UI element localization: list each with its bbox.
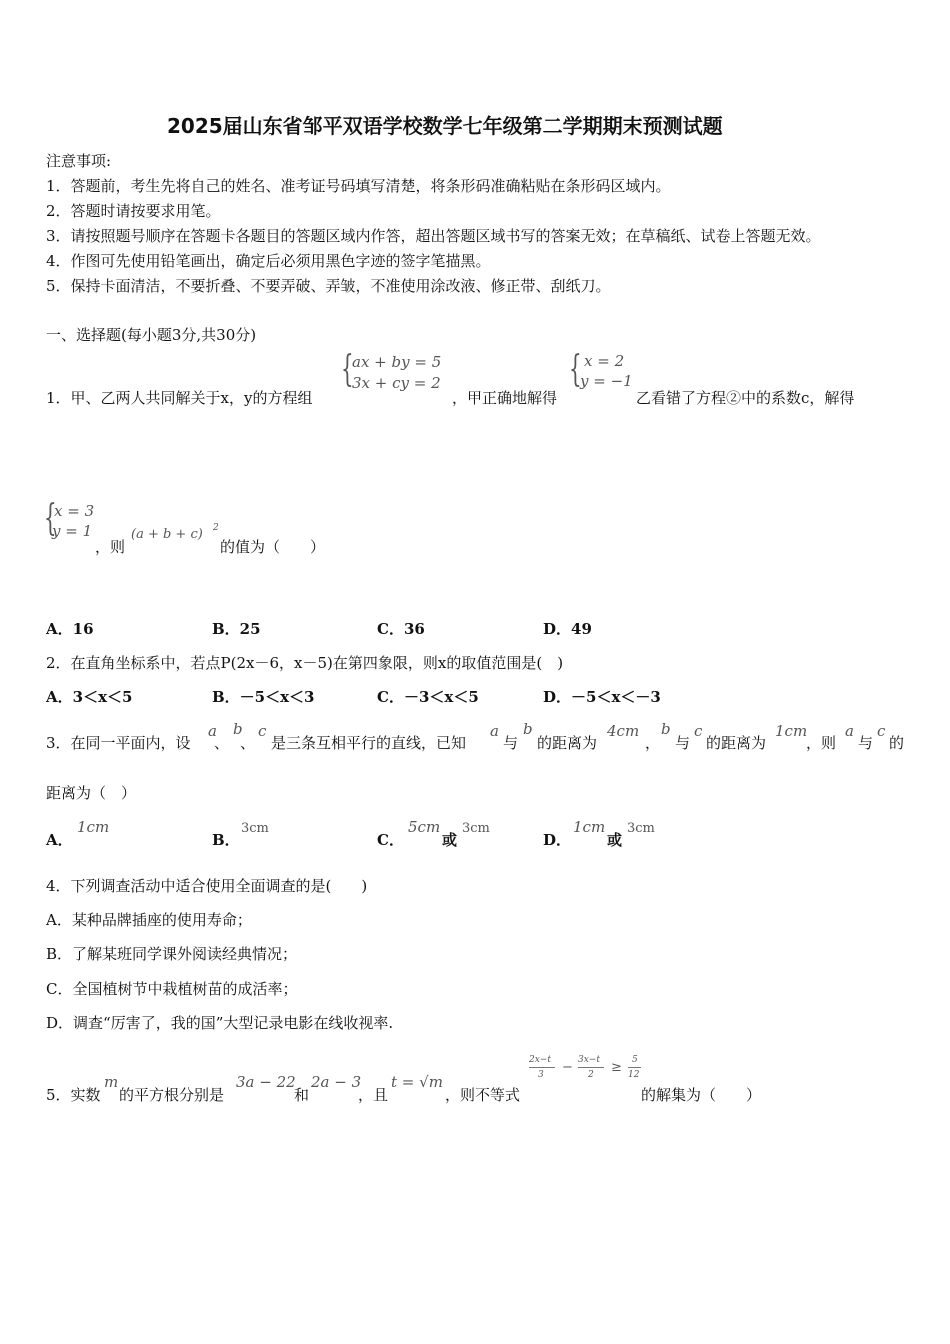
q5-frac1-bar bbox=[529, 1067, 555, 1068]
q4-text: 4．下列调查活动中适合使用全面调查的是( ) bbox=[46, 877, 368, 895]
q3-var-a2: a bbox=[490, 722, 499, 740]
q4-option-c: C．全国植树节中栽植树苗的成活率； bbox=[46, 980, 298, 998]
q1-text-4: ，则 bbox=[95, 538, 126, 556]
notice-item-1: 1．答题前，考生先将自己的姓名、准考证号码填写清楚，将条形码准确粘贴在条形码区域内。 bbox=[46, 177, 671, 195]
q3-var-c2: c bbox=[694, 722, 703, 740]
q1-option-b: B．25 bbox=[212, 620, 261, 638]
q3-distance-1: 4cm bbox=[607, 722, 640, 740]
q5-var-m: m bbox=[104, 1073, 119, 1091]
q3-text-4: 的距离为 bbox=[537, 734, 598, 752]
q3-var-b: b bbox=[233, 720, 243, 738]
q3-option-c-value-1: 5cm bbox=[408, 818, 441, 836]
q1-option-d: D．49 bbox=[543, 620, 592, 638]
q3-text-8: ，则 bbox=[806, 734, 837, 752]
q3-sep-1: 、 bbox=[214, 734, 230, 752]
q3-option-b-label: B． bbox=[212, 831, 240, 849]
q5-expr-3: t = √m bbox=[391, 1073, 443, 1091]
q3-text-6: 与 bbox=[675, 734, 691, 752]
q3-option-c-value-2: 3cm bbox=[462, 821, 490, 836]
q1-option-a: A．16 bbox=[46, 620, 94, 638]
q3-text-7: 的距离为 bbox=[706, 734, 767, 752]
q3-option-c-or: 或 bbox=[442, 831, 458, 849]
q3-text-line-2: 距离为（ ） bbox=[46, 784, 137, 802]
q3-var-b3: b bbox=[661, 720, 671, 738]
q3-text-2: 是三条互相平行的直线，已知 bbox=[271, 734, 467, 752]
q3-text-5: ， bbox=[645, 734, 661, 752]
q5-expr-2: 2a − 3 bbox=[311, 1073, 362, 1091]
q5-frac1-numerator: 2x−t bbox=[529, 1055, 551, 1065]
q3-text-9: 与 bbox=[858, 734, 874, 752]
q1-text-2: ，甲正确地解得 bbox=[452, 389, 558, 407]
q3-option-a-label: A． bbox=[46, 831, 73, 849]
q1-text-1: 1．甲、乙两人共同解关于x，y的方程组 bbox=[46, 389, 313, 407]
q3-text-10: 的 bbox=[889, 734, 905, 752]
q3-option-d-value-2: 3cm bbox=[627, 821, 655, 836]
page-title: 2025届山东省邹平双语学校数学七年级第二学期期末预测试题 bbox=[167, 114, 723, 138]
q1-expression-exponent: 2 bbox=[213, 523, 219, 533]
q3-var-a3: a bbox=[845, 722, 854, 740]
q2-option-b: B．－5＜x＜3 bbox=[212, 688, 315, 706]
q1-solution-brace: { bbox=[569, 349, 582, 390]
q1-text-5: 的值为（ ） bbox=[220, 538, 326, 556]
q1-system-eq1: ax + by = 5 bbox=[352, 353, 442, 371]
q5-frac3-bar bbox=[628, 1067, 641, 1068]
q4-option-d: D．调查“厉害了，我的国”大型记录电影在线收视率. bbox=[46, 1014, 394, 1032]
q5-text-6: 的解集为（ ） bbox=[641, 1086, 762, 1104]
q1-wrong-solution-brace: { bbox=[44, 498, 57, 539]
q3-text-3: 与 bbox=[503, 734, 519, 752]
q3-text-1: 3．在同一平面内，设 bbox=[46, 734, 191, 752]
q5-text-2: 的平方根分别是 bbox=[119, 1086, 225, 1104]
q3-option-c-label: C． bbox=[377, 831, 404, 849]
q1-solution-y: y = −1 bbox=[580, 372, 633, 390]
q5-text-3: 和 bbox=[294, 1086, 310, 1104]
q5-frac3-denominator: 12 bbox=[628, 1070, 640, 1080]
q5-geq: ≥ bbox=[611, 1060, 622, 1075]
q1-system-eq2: 3x + cy = 2 bbox=[352, 374, 441, 392]
notice-item-2: 2．答题时请按要求用笔。 bbox=[46, 202, 221, 220]
q2-option-c: C．－3＜x＜5 bbox=[377, 688, 479, 706]
q5-minus: − bbox=[562, 1060, 573, 1075]
q3-var-b2: b bbox=[523, 720, 533, 738]
q1-solution-x: x = 2 bbox=[584, 352, 625, 370]
q5-text-5: ，则不等式 bbox=[445, 1086, 521, 1104]
q1-system-brace: { bbox=[341, 349, 354, 390]
q5-inequality bbox=[529, 1056, 649, 1086]
q5-expr-1: 3a − 22 bbox=[236, 1073, 296, 1091]
notice-item-3: 3．请按照题号顺序在答题卡各题目的答题区域内作答，超出答题区域书写的答案无效；在草稿纸、试卷上答题无效。 bbox=[46, 227, 821, 245]
q5-frac2-bar bbox=[578, 1067, 604, 1068]
q3-distance-2: 1cm bbox=[775, 722, 808, 740]
q2-option-a: A．3＜x＜5 bbox=[46, 688, 133, 706]
q1-option-c: C．36 bbox=[377, 620, 425, 638]
q5-text-4: ，且 bbox=[358, 1086, 389, 1104]
q1-expression: (a + b + c) bbox=[131, 527, 203, 542]
q3-var-c: c bbox=[258, 722, 267, 740]
q5-frac2-denominator: 2 bbox=[588, 1070, 594, 1080]
section-heading: 一、选择题(每小题3分,共30分) bbox=[46, 326, 257, 344]
q4-option-b: B．了解某班同学课外阅读经典情况； bbox=[46, 945, 298, 963]
q4-option-a: A．某种品牌插座的使用寿命； bbox=[46, 911, 252, 929]
q3-var-a: a bbox=[208, 722, 217, 740]
q3-sep-2: 、 bbox=[240, 734, 256, 752]
q3-var-c3: c bbox=[877, 722, 886, 740]
q3-option-a-value: 1cm bbox=[77, 818, 110, 836]
q5-frac2-numerator: 3x−t bbox=[578, 1055, 600, 1065]
notice-item-4: 4．作图可先使用铅笔画出，确定后必须用黑色字迹的签字笔描黑。 bbox=[46, 252, 491, 270]
q5-frac3-numerator: 5 bbox=[632, 1055, 638, 1065]
notice-item-5: 5．保持卡面清洁，不要折叠、不要弄破、弄皱，不准使用涂改液、修正带、刮纸刀。 bbox=[46, 277, 611, 295]
q3-option-d-or: 或 bbox=[607, 831, 623, 849]
q5-frac1-denominator: 3 bbox=[538, 1070, 544, 1080]
q1-wrong-solution-y: y = 1 bbox=[52, 522, 93, 540]
q3-option-d-value-1: 1cm bbox=[573, 818, 606, 836]
q2-text: 2．在直角坐标系中，若点P(2x－6，x－5)在第四象限，则x的取值范围是( ) bbox=[46, 654, 564, 672]
q1-text-3: 乙看错了方程②中的系数c，解得 bbox=[636, 389, 855, 407]
q3-option-d-label: D． bbox=[543, 831, 572, 849]
q2-option-d: D．－5＜x＜－3 bbox=[543, 688, 661, 706]
notice-heading: 注意事项: bbox=[46, 152, 112, 170]
q3-option-b-value: 3cm bbox=[241, 821, 269, 836]
q1-wrong-solution-x: x = 3 bbox=[54, 502, 95, 520]
q5-text-1: 5．实数 bbox=[46, 1086, 101, 1104]
